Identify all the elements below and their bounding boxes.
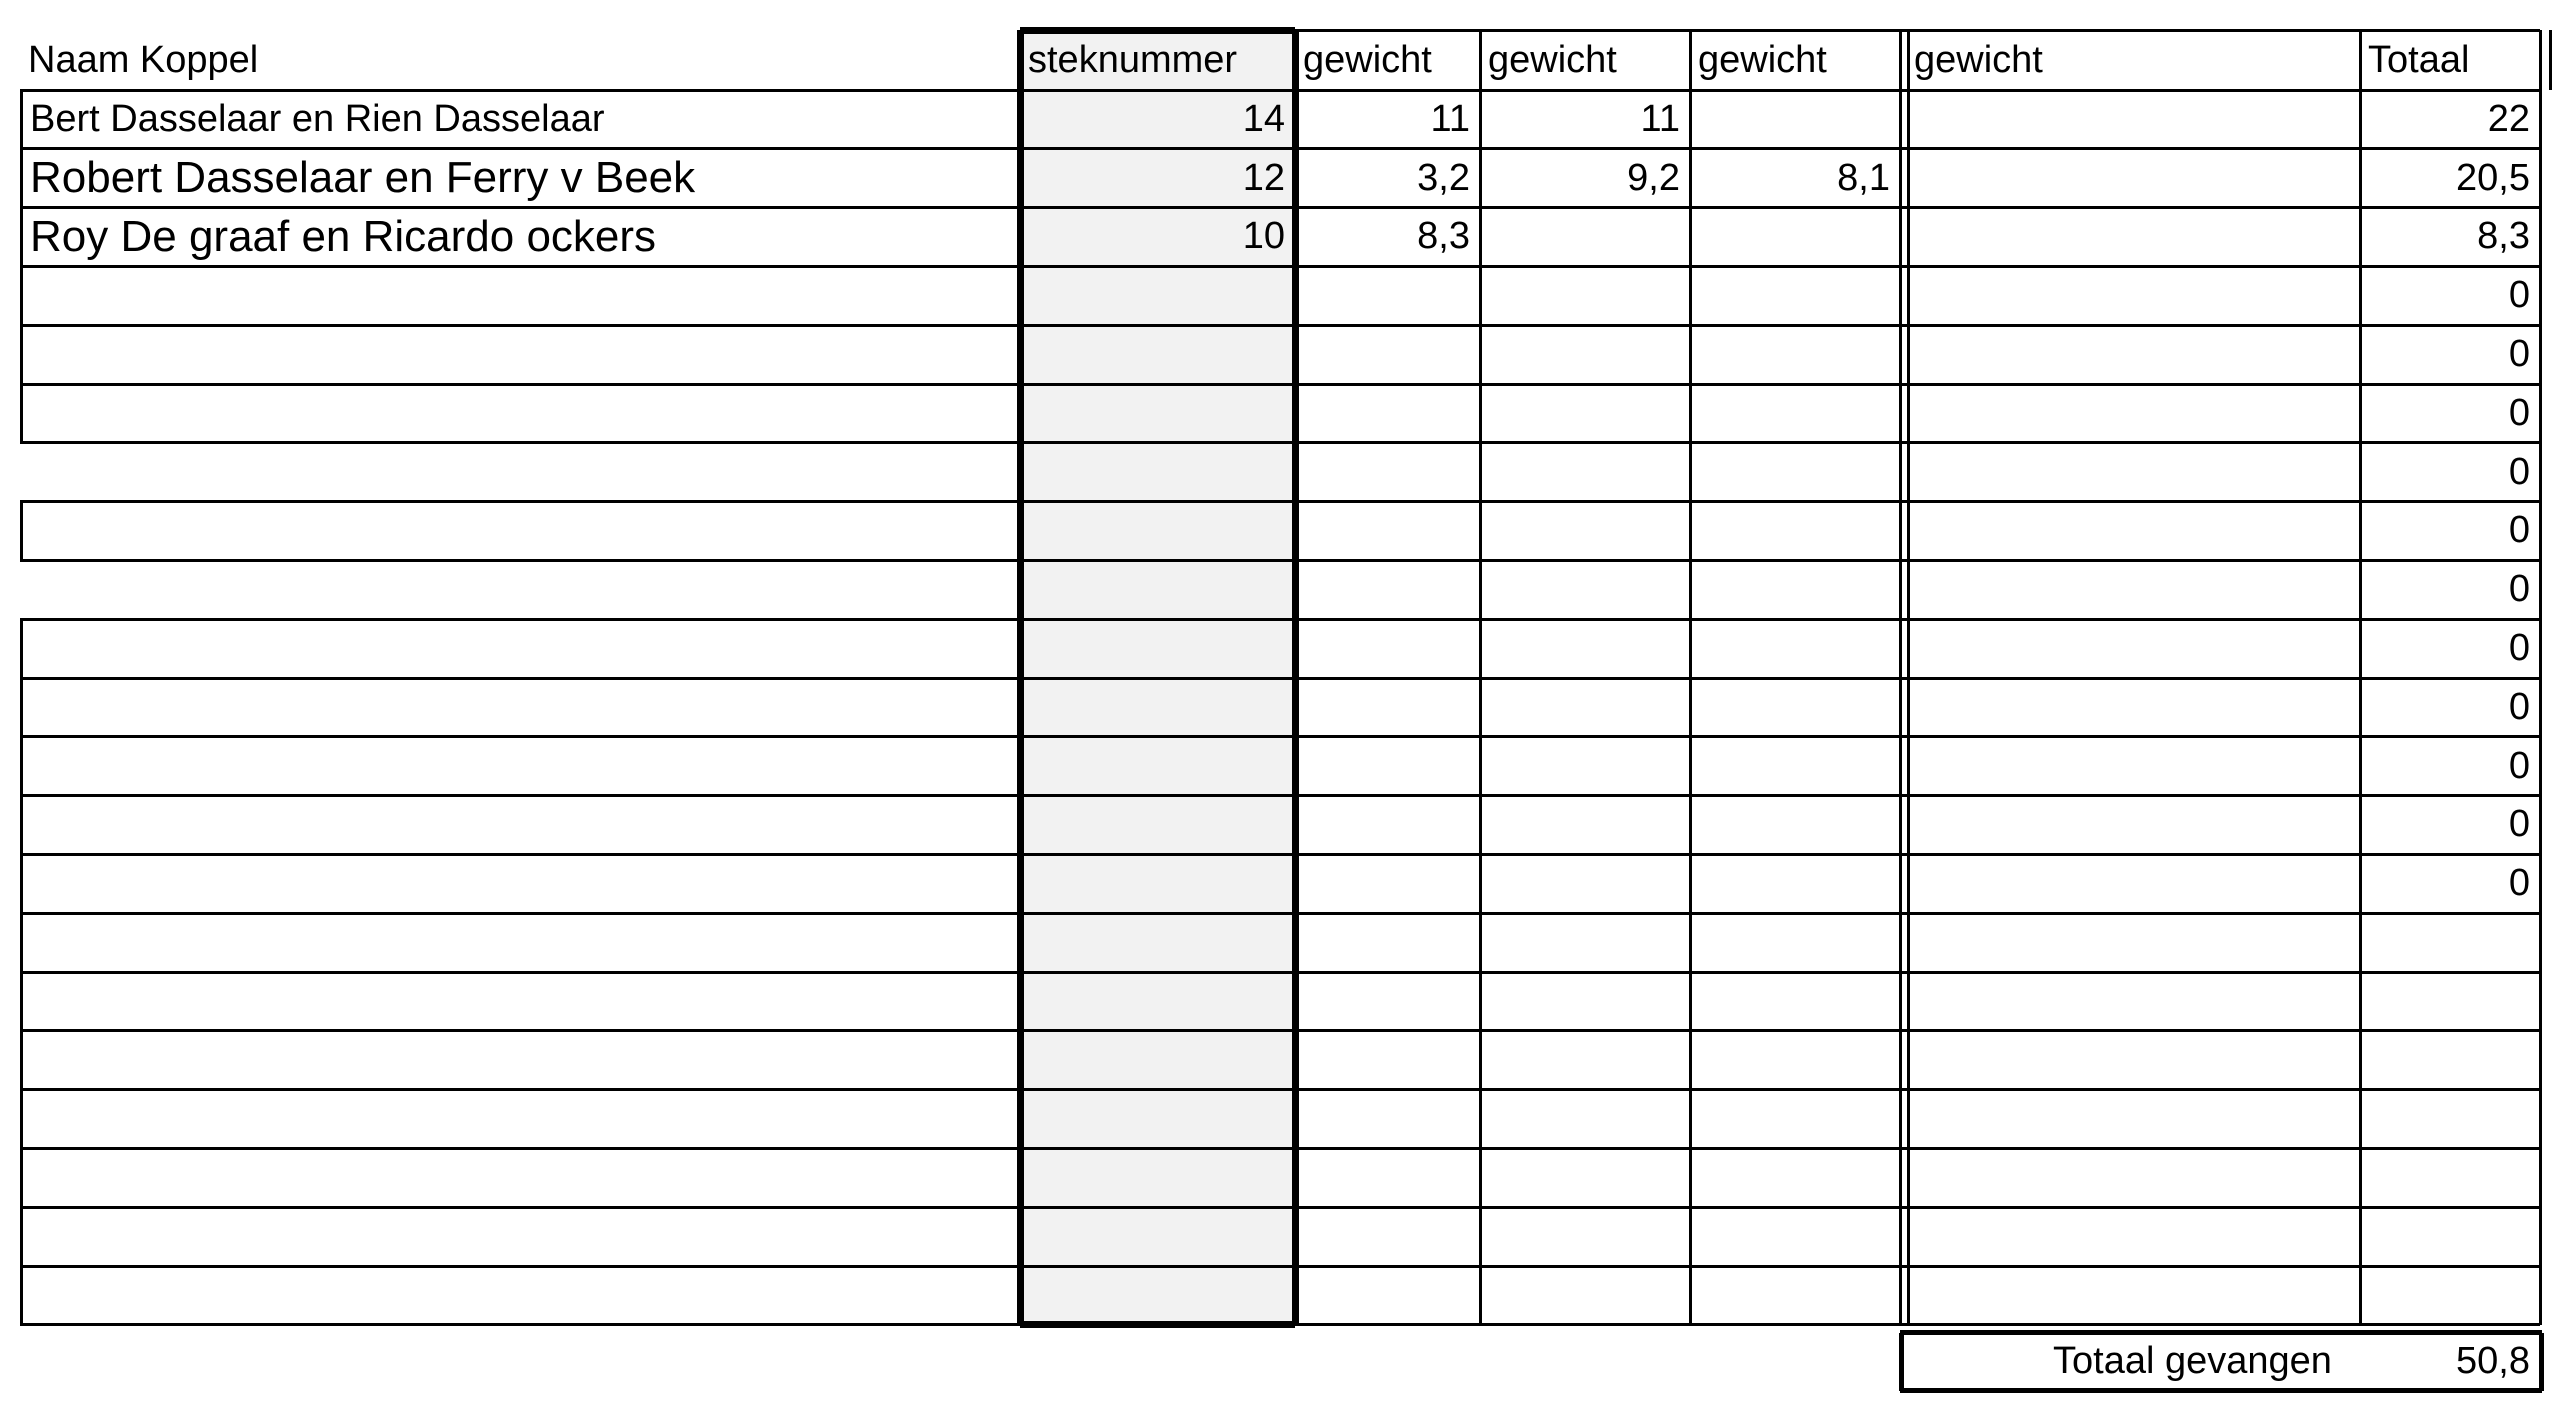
cell-stek[interactable]	[1020, 384, 1295, 443]
cell-totaal[interactable]: 20,5	[2456, 156, 2530, 199]
grid-vline	[2359, 30, 2362, 1325]
cell-stek[interactable]	[1020, 560, 1295, 619]
cell-stek[interactable]	[1020, 1207, 1295, 1266]
cell-w3[interactable]	[1690, 854, 1900, 913]
grid-hline	[20, 677, 1020, 680]
cell-w1[interactable]	[1295, 560, 1480, 619]
name-left-border	[20, 972, 23, 1031]
cell-name[interactable]	[20, 854, 1020, 913]
cell-w3[interactable]	[1690, 325, 1900, 384]
header-name: Naam Koppel	[28, 38, 259, 81]
cell-name[interactable]	[20, 678, 1020, 737]
cell-w1[interactable]	[1295, 1090, 1480, 1149]
cell-w2[interactable]	[1480, 737, 1690, 796]
cell-stek[interactable]: 10	[1242, 215, 1285, 258]
cell-totaal[interactable]: 8,3	[2477, 215, 2530, 258]
cell-w1[interactable]	[1295, 854, 1480, 913]
cell-w2[interactable]	[1480, 502, 1690, 561]
cell-w2[interactable]	[1480, 443, 1690, 502]
cell-stek[interactable]	[1020, 619, 1295, 678]
cell-w3[interactable]	[1690, 678, 1900, 737]
grid-hline	[1020, 794, 2540, 797]
cell-stek[interactable]	[1020, 913, 1295, 972]
cell-totaal[interactable]: 0	[2508, 450, 2530, 493]
grid-hline	[1020, 971, 2540, 974]
cell-totaal[interactable]	[2360, 1148, 2540, 1207]
cell-totaal[interactable]	[2360, 1090, 2540, 1149]
name-left-border	[20, 502, 23, 561]
grid-hline	[1020, 1265, 2540, 1268]
cell-totaal[interactable]: 0	[2508, 568, 2530, 611]
name-left-border	[20, 619, 23, 678]
name-left-border	[20, 1266, 23, 1325]
cell-w1[interactable]	[1295, 384, 1480, 443]
cell-w3[interactable]	[1690, 737, 1900, 796]
name-left-border	[20, 1148, 23, 1207]
cell-w1[interactable]	[1295, 266, 1480, 325]
cell-totaal[interactable]: 22	[2487, 97, 2530, 140]
grid-hline	[20, 1088, 1020, 1091]
cell-w4[interactable]	[1906, 913, 2360, 972]
cell-totaal[interactable]	[2360, 1031, 2540, 1090]
cell-w4[interactable]	[1906, 1090, 2360, 1149]
grid-hline	[1020, 1029, 2540, 1032]
cell-w3[interactable]	[1690, 1090, 1900, 1149]
grid-hline	[20, 441, 1020, 444]
cell-w3[interactable]	[1690, 1148, 1900, 1207]
cell-w4[interactable]	[1906, 502, 2360, 561]
steknummer-left-border	[1017, 30, 1024, 1325]
cell-totaal[interactable]: 0	[2508, 274, 2530, 317]
header-totaal: Totaal	[2368, 38, 2470, 81]
cell-stek[interactable]: 14	[1242, 97, 1285, 140]
grid-hline	[1020, 1088, 2540, 1091]
cell-w1[interactable]: 8,3	[1417, 215, 1470, 258]
cell-name[interactable]	[20, 325, 1020, 384]
grid-hline	[1020, 147, 2540, 150]
cell-w3[interactable]	[1690, 1266, 1900, 1325]
grid-hline	[1020, 559, 2540, 562]
cell-w2[interactable]	[1480, 1207, 1690, 1266]
grid-hline	[1020, 1206, 2540, 1209]
cell-w1[interactable]	[1295, 972, 1480, 1031]
cell-name[interactable]	[20, 619, 1020, 678]
header-w1: gewicht	[1303, 38, 1432, 81]
cell-name[interactable]	[20, 266, 1020, 325]
grid-hline	[20, 206, 1020, 209]
steknummer-top-border	[1020, 27, 1295, 34]
summary-box-left	[1899, 1333, 1904, 1391]
steknummer-bottom-border	[1020, 1321, 1295, 1328]
grid-vline	[1689, 30, 1692, 1325]
cell-w1[interactable]	[1295, 619, 1480, 678]
steknummer-right-border	[1292, 30, 1299, 1325]
cell-w4[interactable]	[1906, 1266, 2360, 1325]
name-left-border	[20, 384, 23, 443]
grid-hline	[20, 265, 1020, 268]
grid-hline	[1020, 735, 2540, 738]
cell-totaal[interactable]: 0	[2508, 744, 2530, 787]
grid-hline	[20, 971, 1020, 974]
header-w3: gewicht	[1698, 38, 1827, 81]
grid-vline	[2539, 30, 2542, 1325]
name-left-border	[20, 854, 23, 913]
cell-w2[interactable]: 11	[1640, 97, 1680, 140]
cell-name[interactable]	[20, 1031, 1020, 1090]
cell-w3[interactable]	[1690, 796, 1900, 855]
cell-w1[interactable]	[1295, 737, 1480, 796]
cell-name[interactable]: Robert Dasselaar en Ferry v Beek	[30, 153, 696, 203]
cell-name[interactable]	[20, 1207, 1020, 1266]
cell-w3[interactable]	[1690, 443, 1900, 502]
cell-w1[interactable]	[1295, 678, 1480, 737]
grid-hline	[20, 89, 1020, 92]
cell-totaal[interactable]: 0	[2508, 803, 2530, 846]
cell-w4[interactable]	[1906, 266, 2360, 325]
grid-hline	[20, 1029, 1020, 1032]
grid-hline	[1020, 324, 2540, 327]
cell-name[interactable]	[20, 737, 1020, 796]
cell-w3[interactable]	[1690, 560, 1900, 619]
cell-name[interactable]	[20, 384, 1020, 443]
cell-w3[interactable]	[1690, 266, 1900, 325]
grid-vline	[1479, 30, 1482, 1325]
name-left-border	[20, 796, 23, 855]
cell-name[interactable]	[20, 796, 1020, 855]
grid-hline	[20, 1206, 1020, 1209]
name-left-border	[20, 325, 23, 384]
grid-hline	[20, 735, 1020, 738]
cell-w3[interactable]	[1690, 972, 1900, 1031]
cell-stek[interactable]	[1020, 796, 1295, 855]
grid-hline	[20, 1147, 1020, 1150]
cell-w3[interactable]	[1690, 619, 1900, 678]
cell-name[interactable]: Bert Dasselaar en Rien Dasselaar	[30, 97, 605, 140]
grid-hline	[1020, 265, 2540, 268]
grid-hline	[20, 383, 1020, 386]
cell-stek[interactable]	[1020, 1266, 1295, 1325]
name-left-border	[20, 208, 23, 267]
cell-stek[interactable]	[1020, 1090, 1295, 1149]
cell-w1[interactable]	[1295, 325, 1480, 384]
cell-totaal[interactable]: 0	[2508, 391, 2530, 434]
cell-w1[interactable]	[1295, 1148, 1480, 1207]
cell-w4[interactable]	[1906, 796, 2360, 855]
cell-w2[interactable]	[1480, 796, 1690, 855]
grid-hline	[1020, 853, 2540, 856]
header-w2: gewicht	[1488, 38, 1617, 81]
cell-w3[interactable]	[1690, 913, 1900, 972]
double-line-b	[1907, 30, 1910, 1325]
cell-w4[interactable]	[1906, 678, 2360, 737]
grid-hline	[1020, 1147, 2540, 1150]
grid-hline	[1020, 500, 2540, 503]
grid-hline	[20, 912, 1020, 915]
cell-stek[interactable]	[1020, 972, 1295, 1031]
cell-stek[interactable]	[1020, 737, 1295, 796]
name-left-border	[20, 913, 23, 972]
cell-w2[interactable]	[1480, 913, 1690, 972]
cell-w3[interactable]	[1690, 1031, 1900, 1090]
cell-w4[interactable]	[1906, 560, 2360, 619]
cell-stek[interactable]	[1020, 1148, 1295, 1207]
cell-totaal[interactable]	[2360, 913, 2540, 972]
cell-w1[interactable]: 11	[1430, 97, 1470, 140]
cell-w4[interactable]	[1906, 384, 2360, 443]
grid-hline	[1020, 441, 2540, 444]
cell-w3[interactable]	[1690, 384, 1900, 443]
cell-w3[interactable]	[1690, 90, 1900, 149]
cell-stek[interactable]	[1020, 502, 1295, 561]
header-stek: steknummer	[1028, 38, 1238, 81]
cell-w1[interactable]	[1295, 443, 1480, 502]
name-left-border	[20, 678, 23, 737]
cell-name[interactable]	[20, 560, 1020, 619]
grid-hline	[20, 853, 1020, 856]
cell-stek[interactable]	[1020, 678, 1295, 737]
cell-w4[interactable]	[1906, 854, 2360, 913]
grid-hline	[20, 794, 1020, 797]
cell-w4[interactable]	[1906, 443, 2360, 502]
cell-name[interactable]	[20, 1266, 1020, 1325]
grid-hline	[20, 618, 1020, 621]
cell-stek[interactable]	[1020, 266, 1295, 325]
cell-w4[interactable]	[1906, 737, 2360, 796]
cell-w1[interactable]	[1295, 1031, 1480, 1090]
cell-totaal[interactable]: 0	[2508, 509, 2530, 552]
summary-label: Totaal gevangen	[2053, 1340, 2332, 1383]
cell-w2[interactable]	[1480, 1090, 1690, 1149]
cell-w2[interactable]	[1480, 266, 1690, 325]
grid-hline	[20, 500, 1020, 503]
header-w4: gewicht	[1914, 38, 2043, 81]
cell-name[interactable]	[20, 1090, 1020, 1149]
name-left-border	[20, 1031, 23, 1090]
cell-w4[interactable]	[1906, 1207, 2360, 1266]
cell-totaal[interactable]: 0	[2508, 685, 2530, 728]
totaal-edge-stub	[2549, 30, 2552, 90]
cell-w1[interactable]	[1295, 913, 1480, 972]
grid-hline	[20, 559, 1020, 562]
name-left-border	[20, 1090, 23, 1149]
grid-hline	[20, 147, 1020, 150]
cell-w3[interactable]	[1690, 208, 1900, 267]
cell-w2[interactable]	[1480, 560, 1690, 619]
cell-stek[interactable]	[1020, 854, 1295, 913]
cell-totaal[interactable]	[2360, 1266, 2540, 1325]
cell-totaal[interactable]	[2360, 1207, 2540, 1266]
cell-totaal[interactable]	[2360, 972, 2540, 1031]
grid-hline	[1020, 677, 2540, 680]
cell-w1[interactable]	[1295, 502, 1480, 561]
cell-stek[interactable]	[1020, 443, 1295, 502]
cell-w2[interactable]	[1480, 208, 1690, 267]
cell-w3[interactable]	[1690, 1207, 1900, 1266]
cell-w4[interactable]	[1906, 208, 2360, 267]
cell-w4[interactable]	[1906, 325, 2360, 384]
cell-name[interactable]: Roy De graaf en Ricardo ockers	[30, 211, 657, 261]
summary-value: 50,8	[2456, 1340, 2530, 1383]
grid-hline	[1020, 912, 2540, 915]
cell-w4[interactable]	[1906, 90, 2360, 149]
name-left-border	[20, 90, 23, 149]
grid-hline	[1020, 618, 2540, 621]
cell-name[interactable]	[20, 443, 1020, 502]
cell-w4[interactable]	[1906, 1031, 2360, 1090]
cell-totaal[interactable]: 0	[2508, 862, 2530, 905]
cell-stek[interactable]	[1020, 1031, 1295, 1090]
cell-w2[interactable]	[1480, 1148, 1690, 1207]
cell-w3[interactable]	[1690, 502, 1900, 561]
cell-w2[interactable]	[1480, 1031, 1690, 1090]
name-left-border	[20, 737, 23, 796]
cell-w2[interactable]	[1480, 325, 1690, 384]
cell-w2[interactable]	[1480, 678, 1690, 737]
grid-hline	[1020, 89, 2540, 92]
cell-w2[interactable]	[1480, 1266, 1690, 1325]
grid-hline	[20, 1323, 1020, 1326]
cell-name[interactable]	[20, 913, 1020, 972]
cell-w1[interactable]: 3,2	[1417, 156, 1470, 199]
name-left-border	[20, 149, 23, 208]
cell-totaal[interactable]: 0	[2508, 333, 2530, 376]
name-left-border	[20, 1207, 23, 1266]
cell-w1[interactable]	[1295, 1266, 1480, 1325]
grid-hline	[1020, 206, 2540, 209]
grid-hline	[20, 324, 1020, 327]
cell-name[interactable]	[20, 972, 1020, 1031]
name-left-border	[20, 266, 23, 325]
cell-name[interactable]	[20, 502, 1020, 561]
cell-stek[interactable]: 12	[1242, 156, 1285, 199]
cell-w4[interactable]	[1906, 972, 2360, 1031]
cell-w2[interactable]	[1480, 972, 1690, 1031]
grid-hline	[20, 1265, 1020, 1268]
cell-w4[interactable]	[1906, 1148, 2360, 1207]
cell-w3[interactable]: 8,1	[1837, 156, 1890, 199]
cell-w4[interactable]	[1906, 149, 2360, 208]
cell-w2[interactable]	[1480, 854, 1690, 913]
cell-w1[interactable]	[1295, 1207, 1480, 1266]
cell-w2[interactable]	[1480, 384, 1690, 443]
cell-w2[interactable]: 9,2	[1627, 156, 1680, 199]
cell-w1[interactable]	[1295, 796, 1480, 855]
cell-w2[interactable]	[1480, 619, 1690, 678]
cell-totaal[interactable]: 0	[2508, 627, 2530, 670]
cell-name[interactable]	[20, 1148, 1020, 1207]
cell-w4[interactable]	[1906, 619, 2360, 678]
cell-stek[interactable]	[1020, 325, 1295, 384]
grid-hline	[1020, 383, 2540, 386]
double-line-a	[1899, 30, 1902, 1325]
